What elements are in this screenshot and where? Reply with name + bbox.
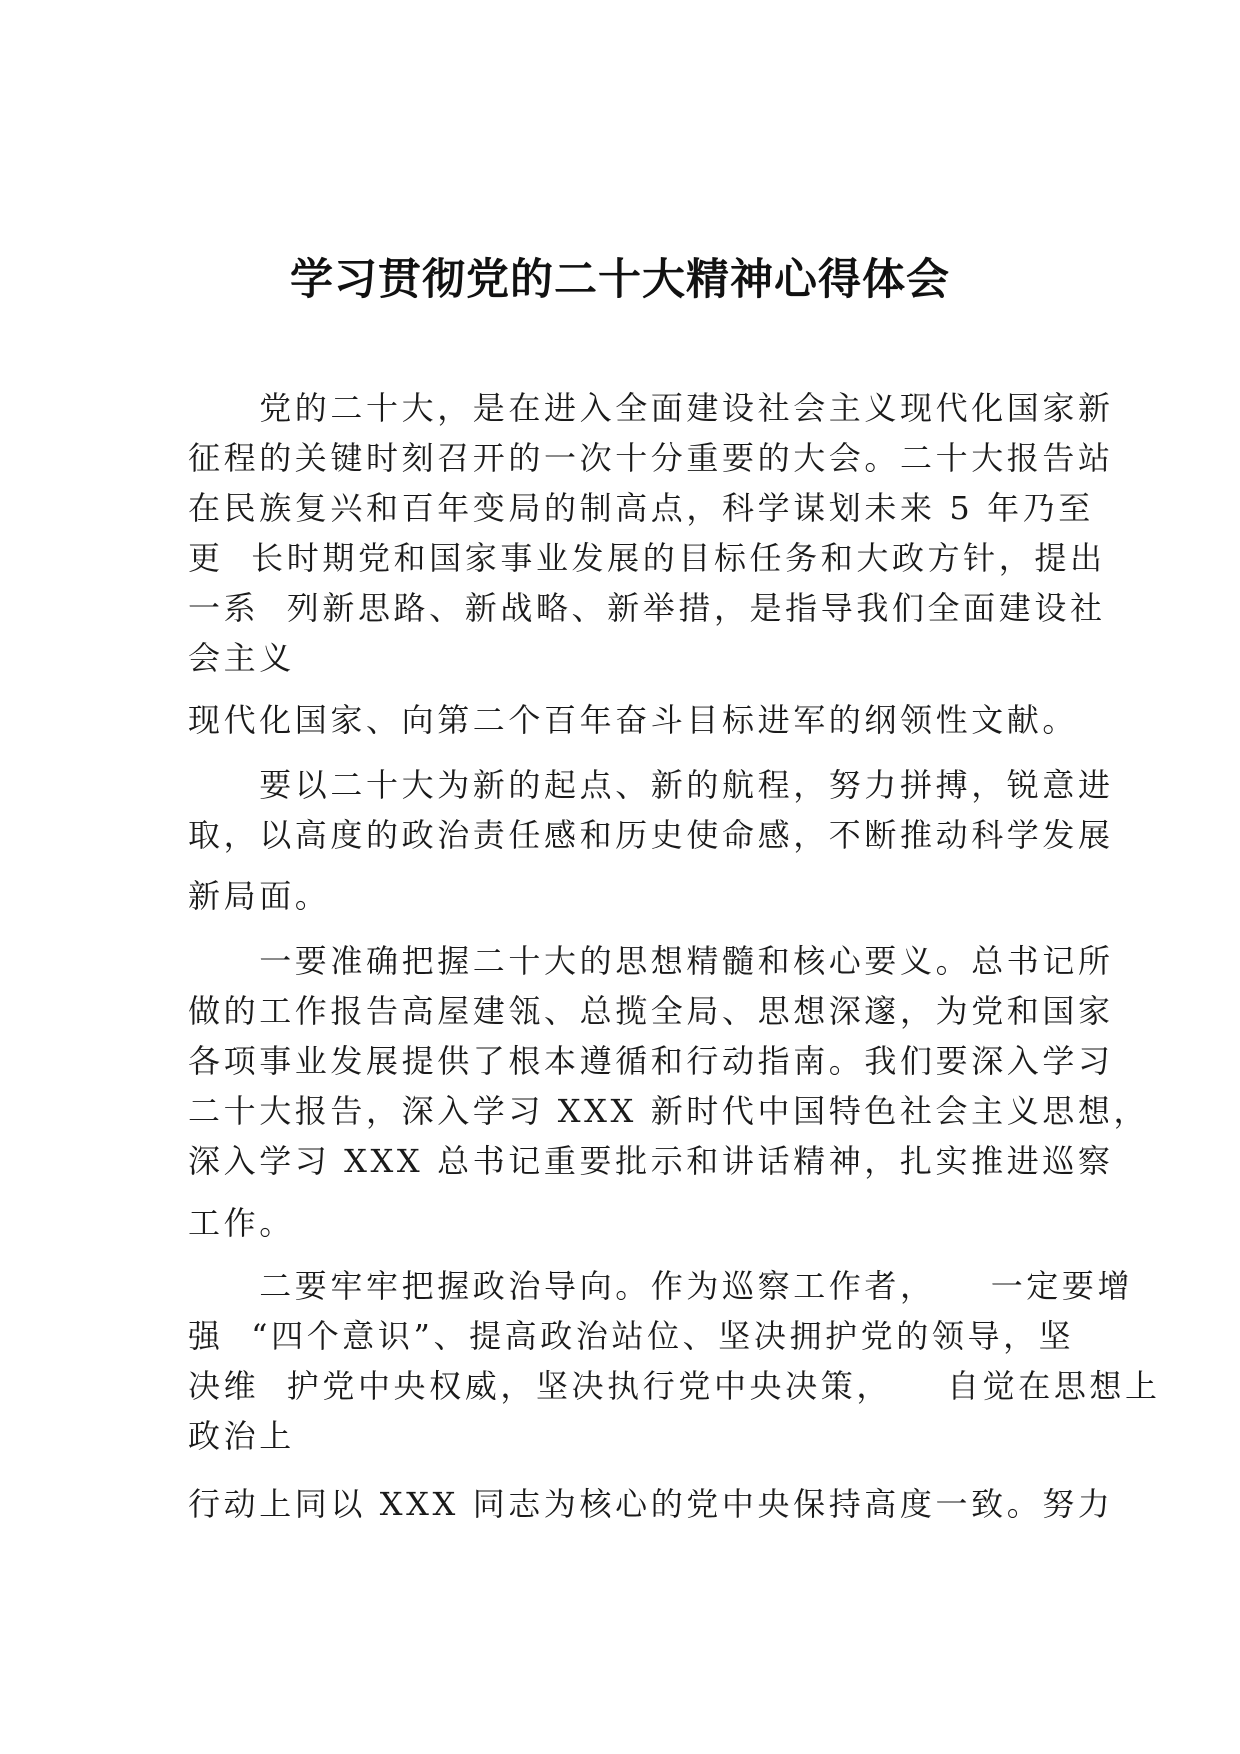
body-line: 工作。	[188, 1204, 295, 1242]
body-line: 在民族复兴和百年变局的制高点，科学谋划未来 5 年乃至	[188, 489, 1094, 527]
body-line: 政治上	[188, 1417, 295, 1455]
body-line: 一要准确把握二十大的思想精髓和核心要义。总书记所	[188, 942, 1114, 980]
body-line: 各项事业发展提供了根本遵循和行动指南。我们要深入学习	[188, 1042, 1114, 1080]
body-line: 强 “四个意识”、提高政治站位、坚决拥护党的领导，坚	[188, 1317, 1075, 1355]
body-line: 党的二十大，是在进入全面建设社会主义现代化国家新	[188, 389, 1114, 427]
body-line: 取，以高度的政治责任感和历史使命感，不断推动科学发展	[188, 816, 1114, 854]
body-line: 现代化国家、向第二个百年奋斗目标进军的纲领性文献。	[188, 701, 1079, 739]
body-line: 要以二十大为新的起点、新的航程，努力拼搏，锐意进	[188, 766, 1114, 804]
body-line: 一系 列新思路、新战略、新举措，是指导我们全面建设社	[188, 589, 1106, 627]
body-line: 新局面。	[188, 877, 331, 915]
body-line: 征程的关键时刻召开的一次十分重要的大会。二十大报告站	[188, 439, 1114, 477]
body-line: 更 长时期党和国家事业发展的目标任务和大政方针，提出	[188, 539, 1106, 577]
body-line: 二十大报告，深入学习 XXX 新时代中国特色社会主义思想，	[188, 1092, 1150, 1130]
body-line: 做的工作报告高屋建瓴、总揽全局、思想深邃，为党和国家	[188, 992, 1114, 1030]
body-line: 决维 护党中央权威，坚决执行党中央决策， 自觉在思想上	[188, 1367, 1161, 1405]
body-line: 会主义	[188, 639, 295, 677]
body-line: 二要牢牢把握政治导向。作为巡察工作者， 一定要增	[188, 1267, 1134, 1305]
document-title: 学习贯彻党的二十大精神心得体会	[290, 255, 950, 305]
body-line: 深入学习 XXX 总书记重要批示和讲话精神，扎实推进巡察	[188, 1142, 1114, 1180]
body-line: 行动上同以 XXX 同志为核心的党中央保持高度一致。努力	[188, 1485, 1114, 1523]
